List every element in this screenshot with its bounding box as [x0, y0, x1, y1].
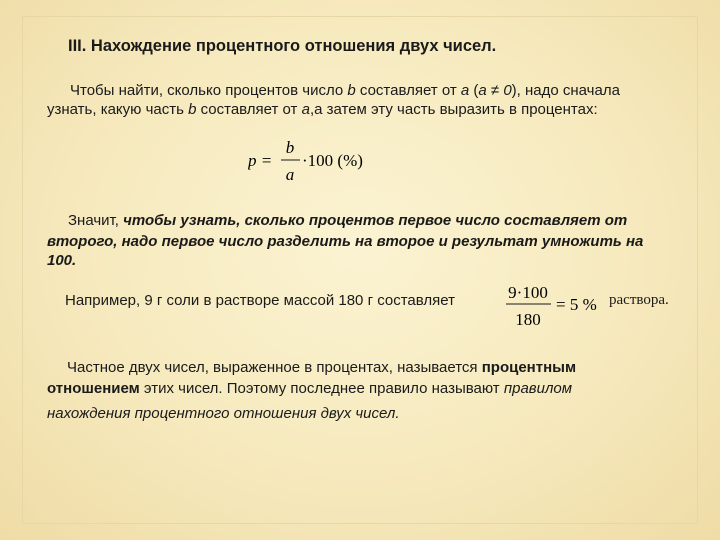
definition-line-2: [47, 380, 572, 397]
example-text: Например, 9 г соли в растворе массой 180 г составляет: [65, 292, 455, 309]
formula-rest: ·100 (%): [302, 151, 363, 170]
definition-line-1: [67, 359, 576, 376]
intro-text: составляет от: [355, 82, 461, 99]
rule-name-italic: правилом: [503, 380, 573, 397]
slide-title: III. Нахождение процентного отношения двух чисел.: [68, 37, 497, 55]
intro-text: (: [469, 82, 479, 99]
var-a: a: [301, 101, 310, 118]
intro-line-2: [47, 101, 598, 118]
intro-text: узнать, какую часть: [47, 101, 189, 118]
example-denominator: 180: [515, 310, 541, 329]
intro-text: Чтобы найти, сколько процентов число: [70, 82, 348, 99]
term-bold: отношением: [47, 380, 140, 397]
intro-text: ), надо сначала: [511, 82, 620, 99]
var-b: b: [347, 82, 356, 99]
example-result: = 5 %: [556, 295, 597, 314]
example-suffix: раствора.: [609, 292, 669, 308]
term-bold: процентным: [481, 359, 577, 376]
definition-line-3: нахождения процентного отношения двух чисел.: [47, 405, 400, 422]
var-b: b: [188, 101, 197, 118]
percent-formula: [248, 136, 378, 184]
intro-text: ,а затем эту часть выразить в процентах:: [309, 101, 598, 118]
rule-text: чтобы узнать, сколько процентов первое число составляет от: [123, 212, 628, 229]
example-numerator: 9·100: [508, 283, 548, 302]
formula-numerator: b: [285, 138, 295, 157]
definition-text: Частное двух чисел, выраженное в процентах, называется: [67, 359, 482, 376]
condition: a ≠ 0: [478, 82, 512, 99]
definition-text: этих чисел. Поэтому последнее правило называют: [139, 380, 504, 397]
rule-line-3: 100.: [47, 252, 77, 269]
intro-text: составляет от: [196, 101, 302, 118]
rule-line-1: [68, 212, 627, 229]
formula-lhs: p =: [248, 151, 273, 170]
rule-line-2: второго, надо первое число разделить на второе и результат умножить на: [47, 233, 644, 250]
rule-lead: Значит,: [68, 212, 124, 229]
intro-line-1: [70, 82, 620, 99]
formula-denominator: a: [285, 165, 295, 184]
example-formula: [506, 280, 606, 330]
var-a: a: [460, 82, 470, 99]
